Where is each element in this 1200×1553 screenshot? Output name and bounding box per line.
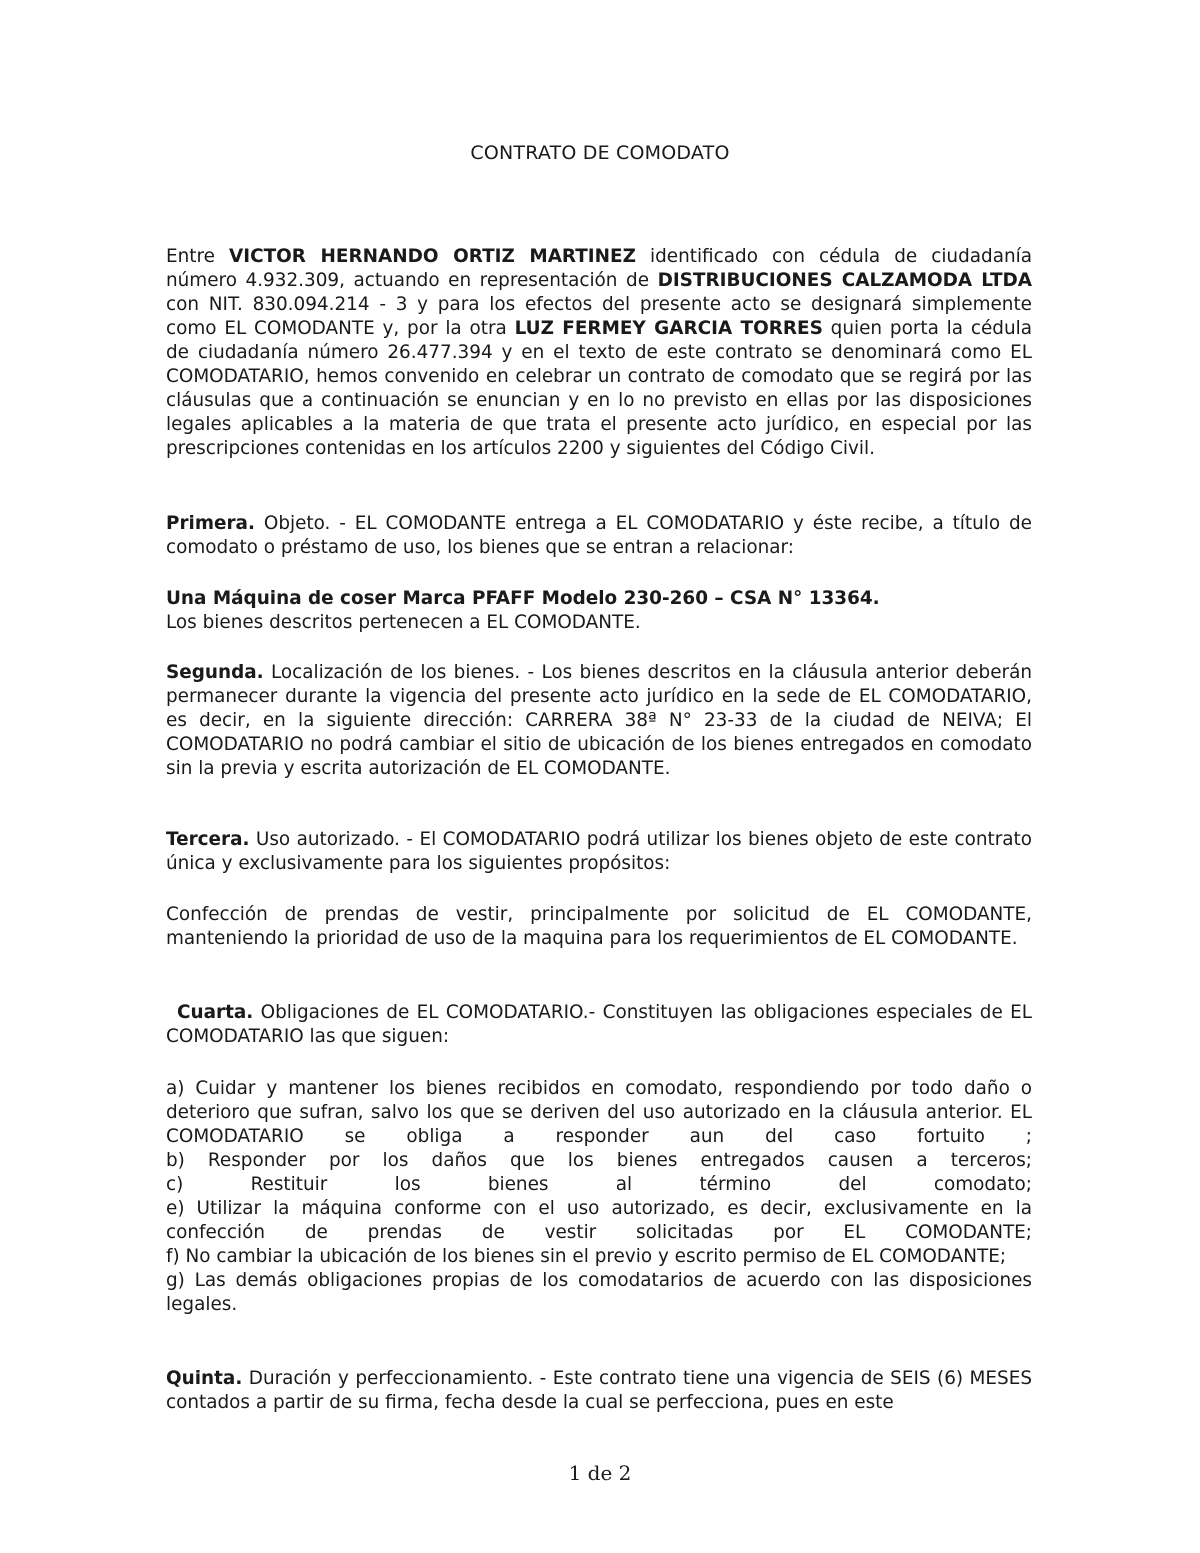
authorized-use-paragraph bbox=[166, 903, 1032, 951]
intro-text-2: identificado con cédula de ciudadanía número 4.932.309, actuando en representación de bbox=[166, 246, 1033, 291]
clause-segunda bbox=[166, 661, 1032, 781]
intro-text-1: Entre bbox=[166, 246, 229, 267]
item-description bbox=[166, 587, 1032, 635]
intro-text-4: quien porta la cédula de ciudadanía número 26.477.394 y en el texto de este contrato se denominará como EL COMODATARIO, hemos convenido en celebrar un contrato de comodato que se regirá por las cláusulas que a continuación se enuncian y en lo no previsto en ellas por las disposiciones legales aplicables a la materia de que trata el presente acto jurídico, en especial por las prescripciones contenidas en los artículos 2200 y siguientes del Código Civil. bbox=[166, 318, 1032, 459]
clause-primera-text: Objeto. - EL COMODANTE entrega a EL COMODATARIO y éste recibe, a título de comodato o préstamo de uso, los bienes que se entran a relacionar: bbox=[166, 513, 1032, 558]
clause-cuarta-heading: Cuarta. bbox=[177, 1002, 254, 1023]
document-title: CONTRATO DE COMODATO bbox=[470, 142, 730, 164]
page-number: 1 de 2 bbox=[568, 1461, 632, 1485]
authorized-use-text: Confección de prendas de vestir, principalmente por solicitud de EL COMODANTE, manteniendo la prioridad de uso de la maquina para los requerimientos de EL COMODANTE. bbox=[166, 904, 1032, 949]
clause-quinta-heading: Quinta. bbox=[166, 1368, 243, 1389]
obligation-c: c) Restituir los bienes al término del comodato; bbox=[166, 1174, 1032, 1195]
clause-segunda-heading: Segunda. bbox=[166, 662, 264, 683]
obligation-g: g) Las demás obligaciones propias de los comodatarios de acuerdo con las disposiciones legales. bbox=[166, 1270, 1032, 1315]
clause-segunda-text: Localización de los bienes. - Los bienes descritos en la cláusula anterior deberán permanecer durante la vigencia del presente acto jurídico en la sede de EL COMODATARIO, es decir, en la siguiente dirección: CARRERA 38ª N° 23-33 de la ciudad de NEIVA; El COMODATARIO no podrá cambiar el sitio de ubicación de los bienes entregados en comodato sin la previa y escrita autorización de EL COMODANTE. bbox=[166, 662, 1032, 779]
obligation-f: f) No cambiar la ubicación de los bienes sin el previo y escrito permiso de EL COMODANTE; bbox=[166, 1246, 1007, 1267]
clause-primera bbox=[166, 512, 1032, 560]
clause-tercera bbox=[166, 828, 1032, 876]
obligation-b: b) Responder por los daños que los bienes entregados causen a terceros; bbox=[166, 1150, 1032, 1171]
company-name: DISTRIBUCIONES CALZAMODA LTDA bbox=[657, 270, 1032, 291]
item-ownership-text: Los bienes descritos pertenecen a EL COMODANTE. bbox=[166, 612, 641, 633]
obligations-list bbox=[166, 1077, 1032, 1317]
item-heading: Una Máquina de coser Marca PFAFF Modelo 230-260 – CSA N° 13364. bbox=[166, 588, 880, 609]
clause-tercera-heading: Tercera. bbox=[166, 829, 250, 850]
clause-quinta-text: Duración y perfeccionamiento. - Este contrato tiene una vigencia de SEIS (6) MESES contados a partir de su firma, fecha desde la cual se perfecciona, pues en este bbox=[166, 1368, 1032, 1413]
obligation-a: a) Cuidar y mantener los bienes recibidos en comodato, respondiendo por todo daño o deterioro que sufran, salvo los que se deriven del uso autorizado en la cláusula anterior. EL COMODATARIO se obliga a responder aun del caso fortuito ; bbox=[166, 1078, 1032, 1147]
clause-cuarta bbox=[166, 1001, 1032, 1049]
clause-primera-heading: Primera. bbox=[166, 513, 255, 534]
intro-paragraph bbox=[166, 245, 1032, 461]
comodante-representative-name: VICTOR HERNANDO ORTIZ MARTINEZ bbox=[229, 246, 636, 267]
intro-text-3: con NIT. 830.094.214 - 3 y para los efectos del presente acto se designará simplemente como EL COMODANTE y, por la otra bbox=[166, 294, 1032, 339]
clause-quinta bbox=[166, 1367, 1032, 1415]
clause-cuarta-text: Obligaciones de EL COMODATARIO.- Constituyen las obligaciones especiales de EL COMODATARIO las que siguen: bbox=[166, 1002, 1032, 1047]
clause-tercera-text: Uso autorizado. - El COMODATARIO podrá utilizar los bienes objeto de este contrato única y exclusivamente para los siguientes propósitos: bbox=[166, 829, 1032, 874]
comodatario-name: LUZ FERMEY GARCIA TORRES bbox=[514, 318, 823, 339]
obligation-e: e) Utilizar la máquina conforme con el uso autorizado, es decir, exclusivamente en la confección de prendas de vestir solicitadas por EL COMODANTE; bbox=[166, 1198, 1032, 1243]
